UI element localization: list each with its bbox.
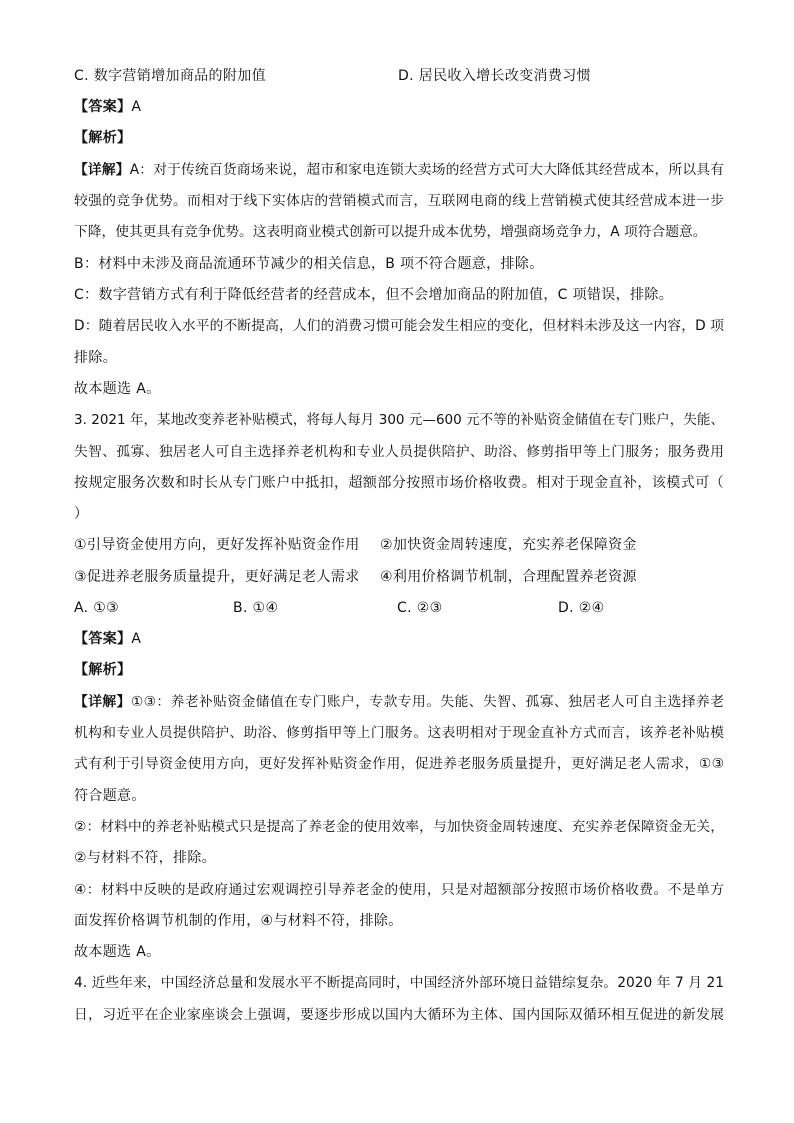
answer-value: A — [131, 631, 142, 647]
q2-c-explanation: C：数字营销方式有利于降低经营者的经营成本，但不会增加商品的附加值，C 项错误，排除。 — [74, 287, 674, 303]
q3-analysis-label: 【解析】 — [74, 662, 132, 678]
answer-label: 【答案】 — [74, 99, 132, 115]
choice-d: D. ②④ — [558, 600, 605, 616]
q3-detail-line: 式有利于引导资金使用方向，更好发挥补贴资金作用，促进养老服务质量提升，更好满足老人需求，①③ — [74, 756, 724, 772]
statement-1: ①引导资金使用方向，更好发挥补贴资金作用 — [74, 537, 360, 553]
choice-a: A. ①③ — [74, 600, 120, 616]
detail-label: 【详解】 — [74, 694, 131, 710]
q2-conclusion: 故本题选 A。 — [74, 381, 161, 397]
q2-d-explanation: D：随着居民收入水平的不断提高，人们的消费习惯可能会发生相应的变化，但材料未涉及这一内容，D 项 — [74, 318, 724, 334]
statement-4: ④利用价格调节机制，合理配置养老资源 — [380, 569, 637, 585]
q3-stem-line: 3. 2021 年，某地改变养老补贴模式，将每人每月 300 元—600 元不等的补贴资金储值在专门账户，失能、 — [74, 412, 724, 428]
answer-value: A — [131, 99, 142, 115]
detail-label: 【详解】 — [74, 162, 130, 178]
q2-detail-line: 下降，使其更具有竞争优势。这表明商业模式创新可以提升成本优势，增强商场竞争力，A 项符合题意。 — [74, 224, 707, 240]
q3-detail-line: 机构和专业人员提供陪护、助浴、修剪指甲等上门服务。这表明相对于现金直补方式而言，该养老补贴模 — [74, 725, 724, 741]
q3-detail-line: 符合题意。 — [74, 788, 146, 804]
statement-2: ②加快资金周转速度，充实养老保障资金 — [380, 537, 637, 553]
choice-b: B. ①④ — [233, 600, 279, 616]
q2-detail-line: 较强的竞争优势。而相对于线下实体店的营销模式而言，互联网电商的线上营销模式使其经营成本进一步 — [74, 193, 724, 209]
q3-statement-2-explanation: ②与材料不符，排除。 — [74, 850, 217, 866]
statement-3: ③促进养老服务质量提升，更好满足老人需求 — [74, 569, 360, 585]
q3-stem-line: ） — [74, 506, 89, 522]
q3-stem-line: 失智、孤寡、独居老人可自主选择养老机构和专业人员提供陪护、助浴、修剪指甲等上门服务；服务费用 — [74, 444, 724, 460]
q3-conclusion: 故本题选 A。 — [74, 944, 161, 960]
q3-answer — [74, 629, 724, 649]
option-c: C. 数字营销增加商品的附加值 — [74, 68, 266, 84]
q2-d-explanation: 排除。 — [74, 350, 118, 366]
q3-stem-line: 按规定服务次数和时长从专门账户中抵扣，超额部分按照市场价格收费。相对于现金直补，该模式可（ — [74, 475, 724, 491]
q3-statement-4-explanation: 面发挥价格调节机制的作用，④与材料不符，排除。 — [74, 913, 403, 929]
answer-label: 【答案】 — [74, 631, 132, 647]
q2-answer — [74, 97, 724, 117]
q2-analysis-label: 【解析】 — [74, 130, 132, 146]
q2-detail-line: 【详解】A：对于传统百货商场来说，超市和家电连锁大卖场的经营方式可大大降低其经营成本，所以具有 — [74, 162, 724, 178]
q2-b-explanation: B：材料中未涉及商品流通环节减少的相关信息，B 项不符合题意，排除。 — [74, 256, 544, 272]
q3-statement-2-explanation: ②：材料中的养老补贴模式只是提高了养老金的使用效率，与加快资金周转速度、充实养老保障资金无关， — [74, 819, 724, 835]
q4-stem-line: 4. 近些年来，中国经济总量和发展水平不断提高同时，中国经济外部环境日益错综复杂。2020 年 7 月 21 — [74, 975, 724, 991]
option-d: D. 居民收入增长改变消费习惯 — [398, 68, 591, 84]
choice-c: C. ②③ — [397, 600, 443, 616]
q3-statement-4-explanation: ④：材料中反映的是政府通过宏观调控引导养老金的使用，只是对超额部分按照市场价格收费。不是单方 — [74, 882, 724, 898]
q4-stem-line: 日，习近平在企业家座谈会上强调，要逐步形成以国内大循环为主体、国内国际双循环相互促进的新发展 — [74, 1007, 724, 1023]
q3-detail-line: 【详解】①③：养老补贴资金储值在专门账户，专款专用。失能、失智、孤寡、独居老人可自主选择养老 — [74, 694, 724, 710]
